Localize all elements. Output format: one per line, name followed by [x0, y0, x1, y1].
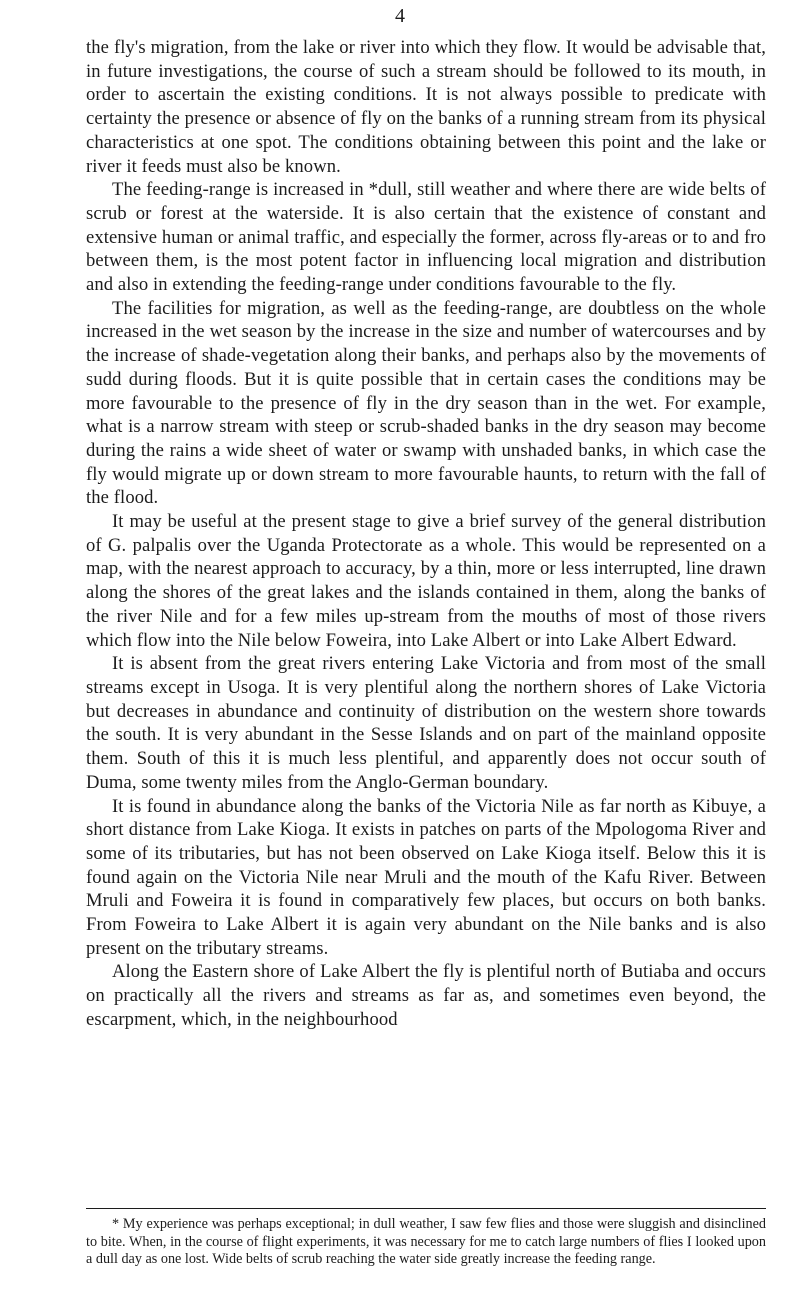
paragraph-6: It is found in abundance along the banks of the Victoria Nile as far north as Kibuye, a short distance from Lake Kioga. It exists in patches on parts of the Mpologoma River and some of its tributaries, but has not been observed on Lake Kioga itself. Below this it is found again on the Victoria Nile near Mruli and the mouth of the Kafu River. Between Mruli and Foweira it is found in comparatively few places, but occurs on both banks. From Foweira to Lake Albert it is again very abundant on the Nile banks and is also present on the tributary streams. — [86, 795, 766, 959]
body-text — [86, 36, 766, 1032]
paragraph-5: It is absent from the great rivers entering Lake Victoria and from most of the small streams except in Usoga. It is very plentiful along the northern shores of Lake Victoria but decreases in abundance and continuity of distribution on the western shore towards the south. It is very abundant in the Sesse Islands and on part of the mainland opposite them. South of this it is much less plentiful, and apparently does not occur south of Duma, some twenty miles from the Anglo-German boundary. — [86, 653, 766, 793]
paragraph-1: the fly's migration, from the lake or river into which they flow. It would be advisable that, in future investigations, the course of such a stream should be followed to its mouth, in order to ascertain the existing conditions. It is not always possible to predicate with certainty the presence or absence of fly on the banks of a running stream from its physical characteristics at one spot. The conditions obtaining between this point and the lake or river it feeds must also be known. — [86, 37, 766, 177]
paragraph-2: The feeding-range is increased in *dull, still weather and where there are wide belts of scrub or forest at the waterside. It is also certain that the existence of constant and extensive human or animal traffic, and especially the former, across fly-areas or to and fro between them, is the most potent factor in influencing local migration and distribution and also in extending the feeding-range under conditions favourable to the fly. — [86, 179, 766, 296]
footnote-text: * My experience was perhaps exceptional; in dull weather, I saw few flies and those were sluggish and disinclined to bite. When, in the course of flight experiments, it was necessary for me to catch large numbers of flies I looked upon a dull day as one lost. Wide belts of scrub reaching the water side greatly increase the feeding range. — [86, 1216, 766, 1267]
paragraph-7: Along the Eastern shore of Lake Albert the fly is plentiful north of Butiaba and occurs on practically all the rivers and streams as far as, and sometimes even beyond, the escarpment, which, in the neighbourhood — [86, 961, 766, 1030]
page-number: 4 — [395, 5, 405, 27]
footnote-rule — [86, 1208, 766, 1209]
paragraph-4: It may be useful at the present stage to give a brief survey of the general distribution of G. palpalis over the Uganda Protectorate as a whole. This would be represented on a map, with the nearest approach to accuracy, by a thin, more or less interrupted, line drawn along the shores of the great lakes and the islands contained in them, along the banks of the river Nile and for a few miles up-stream from the mouths of most of those rivers which flow into the Nile below Foweira, into Lake Albert or into Lake Albert Edward. — [86, 511, 766, 651]
paragraph-3: The facilities for migration, as well as the feeding-range, are doubtless on the whole increased in the wet season by the increase in the size and number of watercourses and by the increase of shade-vegetation along their banks, and perhaps also by the movements of sudd during floods. But it is quite possible that in certain cases the conditions may be more favourable to the presence of fly in the dry season than in the wet. For example, what is a narrow stream with steep or scrub-shaded banks in the dry season may become during the rains a wide sheet of water or swamp with unshaded banks, in which case the fly would migrate up or down stream to more favourable haunts, to return with the fall of the flood. — [86, 297, 766, 509]
footnote — [86, 1216, 766, 1269]
